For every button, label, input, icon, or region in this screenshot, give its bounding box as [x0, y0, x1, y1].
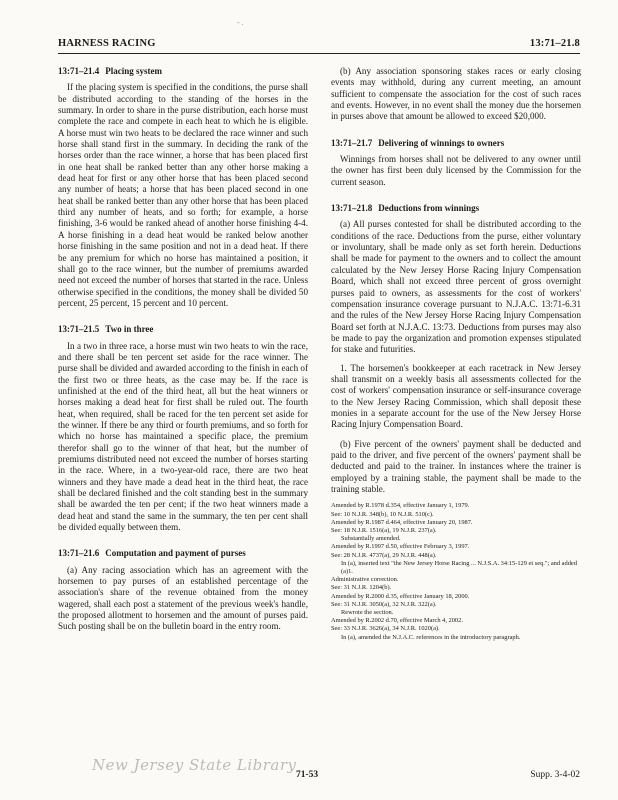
history-line: Amended by R.1978 d.354, effective January 1, 1979.	[331, 502, 470, 510]
history-line: Rewrote the section.	[341, 608, 394, 616]
history-line: See: 31 N.J.R. 1204(b).	[331, 584, 392, 592]
section-number: 13:71–21.5	[58, 324, 100, 335]
page-number: 71-53	[296, 770, 319, 780]
history-line: See: 33 N.J.R. 3626(a), 34 N.J.R. 1020(a).	[331, 625, 440, 633]
history-line: Administrative correction.	[331, 576, 399, 584]
section-heading	[331, 138, 581, 149]
section-number: 13:71–21.6	[58, 548, 100, 559]
section-13-71-21-7	[331, 138, 581, 188]
section-paragraph: Winnings from horses shall not be delivered to any owner until the owner has first been duly licensed by the Commission for the current season.	[331, 154, 581, 187]
running-header-title: HARNESS RACING	[58, 38, 156, 49]
section-heading	[331, 203, 581, 214]
section-number: 13:71–21.7	[331, 137, 373, 148]
section-13-71-21-5	[58, 324, 308, 533]
history-line: See: 18 N.J.R. 1516(a), 19 N.J.R. 237(a).	[331, 526, 437, 534]
history-line: In (a), inserted text "the New Jersey Horse Racing ... N.J.S.A. 34:15-129 et seq."; and added (a)1.	[341, 559, 577, 575]
header-rule	[58, 53, 580, 54]
continued-paragraph-b: (b) Any association sponsoring stakes races or early closing events may withhold, during any current meeting, an amount sufficient to compensate the association for the cost of such races and events. However, in no event shall the money due the horsemen in purses above that amount be allowed to exceed $20,000.	[331, 66, 581, 122]
section-title: Computation and payment of purses	[105, 548, 246, 559]
section-13-71-21-6	[58, 548, 308, 632]
paragraph-b: (b) Five percent of the owners' payment shall be deducted and paid to the driver, and five percent of the owners' payment shall be deducted and paid to the trainer. In instances where the trainer is employed by a training stable, the payment shall be made to the training stable.	[331, 438, 581, 494]
section-title: Delivering of winnings to owners	[378, 137, 505, 148]
section-title: Placing system	[105, 66, 162, 76]
section-heading	[58, 548, 308, 559]
section-paragraph: (a) Any racing association which has an agreement with the horsemen to pay purses of an established percentage of the association's share of the revenue obtained from the money wagered, shall each post a statement of the previous week's handle, the proposed allotment to horsemen and the amount of purses paid. Such posting shall be on the bulletin board in the entry room.	[58, 564, 308, 632]
history-line: Amended by R.2002 d.70, effective March 4, 2002.	[331, 617, 463, 625]
history-line: Amended by R.2000 d.35, effective January 18, 2000.	[331, 592, 470, 600]
right-column	[331, 66, 581, 642]
running-header-section: 13:71–21.8	[529, 38, 580, 49]
section-title: Deductions from winnings	[378, 203, 480, 214]
library-stamp: New Jersey State Library	[92, 756, 297, 774]
section-number: 13:71–21.8	[331, 203, 373, 214]
section-title: Two in three	[105, 324, 154, 335]
history-line: See: 10 N.J.R. 348(b), 10 N.J.R. 510(c).	[331, 510, 434, 518]
section-13-71-21-4	[58, 66, 308, 309]
section-13-71-21-8	[331, 203, 581, 495]
section-paragraph: If the placing system is specified in the conditions, the purse shall be distributed according to the standing of the horses in the summary. In order to share in the purse distribution, each horse must complete the race and compete in each heat to which he is eligible. A horse must win two heats to be declared the race winner and such horse shall stand first in the summary. In deciding the rank of the horses order than the race winner, a horse that has been placed first in one heat shall be ranked better than any other horse making a dead heat for first or any other horse that has been placed second any number of heats; a horse that has been placed second in one heat shall be ranked better than any other horse that has been placed third any number of heats, and so forth; for example, a horse finishing, 3-6 would be ranked ahead of another horse finishing 4-4. A horse finishing in a dead heat would be ranked below another horse finishing in the same position and not in a dead heat. If there be any premium for which no horse has maintained a position, it shall go to the race winner, but the number of premiums awarded need not exceed the number of horses that started in the race. Unless otherwise specified in the conditions, the money shall be divided 50 percent, 25 percent, 15 percent and 10 percent.	[58, 82, 308, 308]
history-line: Amended by R.1987 d.464, effective January 20, 1987.	[331, 518, 473, 526]
section-number: 13:71–21.4	[58, 66, 100, 76]
supplement-date: Supp. 3-4-02	[530, 770, 580, 780]
history-line: Substantially amended.	[341, 535, 401, 543]
section-heading	[58, 324, 308, 335]
history-line: See: 31 N.J.R. 3050(a), 32 N.J.R. 322(a).	[331, 600, 437, 608]
left-column	[58, 66, 308, 640]
paragraph-a-item-1: 1. The horsemen's bookkeeper at each racetrack in New Jersey shall transmit on a weekly basis all assessments collected for the cost of workers' compensation insurance or self-insurance coverage to the New Jersey Racing Commission, which shall deposit these monies in a separate account for the use of the New Jersey Horse Racing Injury Compensation Board.	[331, 362, 581, 430]
amendment-history	[331, 502, 581, 641]
paragraph-a: (a) All purses contested for shall be distributed according to the conditions of the race. Deductions from the purse, either voluntary or involuntary, shall be made only as set forth herein. Deductions shall be made for payment to the owners and to collect the amount calculated by the New Jersey Horse Racing Injury Compensation Board, which shall not exceed three percent of gross overnight purses paid to owners, as assessments for the cost of workers' compensation insurance coverage pursuant to N.J.A.C. 13:71-6.31 and the rules of the New Jersey Horse Racing Injury Compensation Board set forth at N.J.A.C. 13:73. Deductions from purses may also be made to pay the organization and promotion expenses stipulated for stake and futurities.	[331, 219, 581, 355]
history-line: In (a), amended the N.J.A.C. references in the introductory paragraph.	[341, 633, 521, 641]
section-paragraph: In a two in three race, a horse must win two heats to win the race, and there shall be ten percent set aside for the race winner. The purse shall be divided and awarded according to the finish in each of the first two or three heats, as the case may be. If the race is unfinished at the end of the third heat, all but the heat winners or horses making a dead heat for first shall be ruled out. The fourth heat, when required, shall be raced for the ten percent set aside for the winner. If there be any third or fourth premiums, and so forth for which no horse has maintained a specific place, the premium therefor shall go to the winner of that heat, but the number of premiums distributed need not exceed the number of horses starting in the race. Where, in a two-year-old race, there are two heat winners and they have made a dead heat in the third heat, the race shall be declared finished and the colt standing best in the summary shall be awarded the ten per cent; if the two heat winners made a dead heat and stand the same in the summary, the ten per cent shall be divided equally between them.	[58, 340, 308, 533]
history-line: See: 28 N.J.R. 4737(a), 29 N.J.R. 448(a).	[331, 551, 437, 559]
history-line: Amended by R.1997 d.50, effective February 3, 1997.	[331, 543, 470, 551]
section-heading	[58, 66, 308, 77]
scan-mark: - .	[237, 18, 244, 27]
